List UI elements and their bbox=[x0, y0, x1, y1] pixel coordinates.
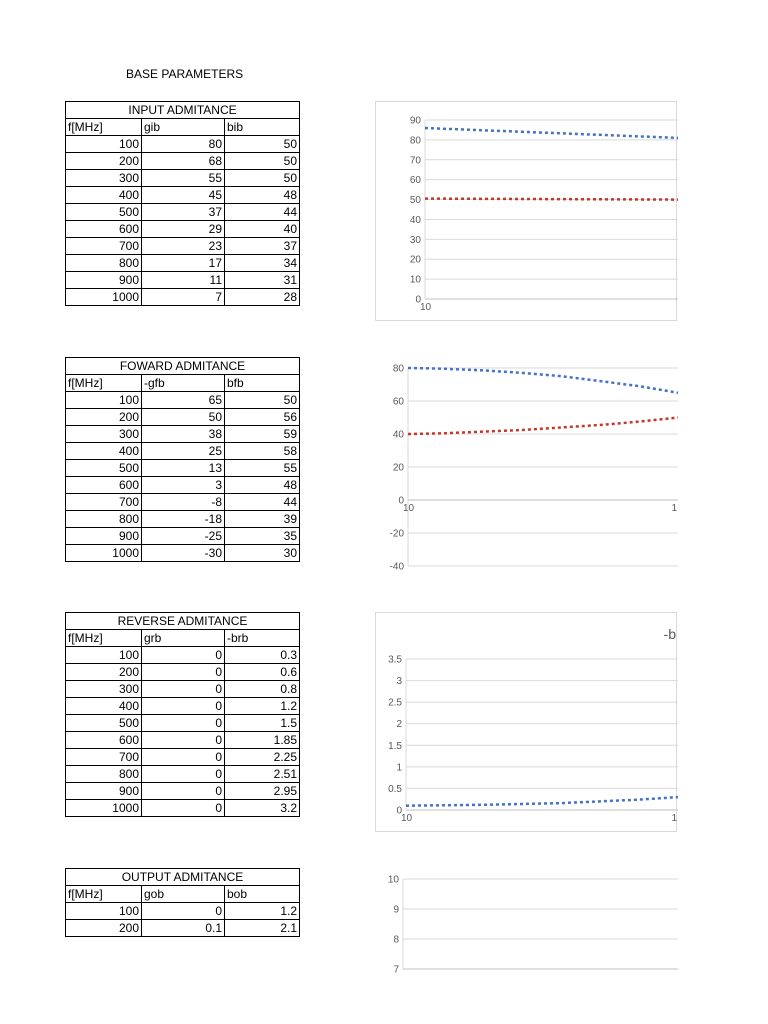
cell: 2.25 bbox=[225, 749, 300, 766]
cell: 800 bbox=[66, 766, 142, 783]
cell: 300 bbox=[66, 681, 142, 698]
cell: -25 bbox=[142, 528, 225, 545]
table-row bbox=[66, 392, 300, 409]
cell: 1000 bbox=[66, 289, 142, 306]
cell: 900 bbox=[66, 783, 142, 800]
cell: 200 bbox=[66, 664, 142, 681]
cell: 17 bbox=[142, 255, 225, 272]
y-tick-label: -40 bbox=[389, 561, 404, 573]
table-row bbox=[66, 545, 300, 562]
input-admitance-chart bbox=[375, 101, 677, 321]
table-title: INPUT ADMITANCE bbox=[66, 102, 300, 119]
y-tick-label: 2 bbox=[396, 719, 402, 731]
cell: 200 bbox=[66, 409, 142, 426]
cell: 2.1 bbox=[225, 920, 300, 937]
y-tick-label: 8 bbox=[393, 934, 399, 946]
cell: 100 bbox=[66, 903, 142, 920]
y-tick-label: 30 bbox=[409, 234, 421, 246]
reverse-admitance-table bbox=[65, 612, 300, 817]
y-tick-label: 1.5 bbox=[388, 740, 402, 752]
column-header: bob bbox=[225, 886, 300, 903]
cell: 37 bbox=[142, 204, 225, 221]
cell: -30 bbox=[142, 545, 225, 562]
cell: 23 bbox=[142, 238, 225, 255]
column-header: gib bbox=[142, 119, 225, 136]
cell: 37 bbox=[225, 238, 300, 255]
cell: 1.2 bbox=[225, 903, 300, 920]
cell: 600 bbox=[66, 221, 142, 238]
foward-admitance-table bbox=[65, 357, 300, 562]
cell: 0.1 bbox=[142, 920, 225, 937]
cell: 100 bbox=[66, 136, 142, 153]
cell: 200 bbox=[66, 920, 142, 937]
y-tick-label: 50 bbox=[409, 195, 421, 207]
cell: 59 bbox=[225, 426, 300, 443]
cell: 44 bbox=[225, 204, 300, 221]
cell: 50 bbox=[225, 170, 300, 187]
cell: 600 bbox=[66, 732, 142, 749]
table-row bbox=[66, 511, 300, 528]
table-row bbox=[66, 426, 300, 443]
foward-admitance-chart-svg bbox=[376, 358, 678, 578]
table-row bbox=[66, 255, 300, 272]
output-admitance-chart bbox=[375, 868, 677, 976]
cell: 800 bbox=[66, 511, 142, 528]
foward-admitance-chart bbox=[375, 357, 677, 577]
table-row bbox=[66, 409, 300, 426]
cell: 55 bbox=[142, 170, 225, 187]
column-header: f[MHz] bbox=[66, 886, 142, 903]
table-row bbox=[66, 903, 300, 920]
column-header: bfb bbox=[225, 375, 300, 392]
table-row bbox=[66, 732, 300, 749]
cell: 25 bbox=[142, 443, 225, 460]
cell: 50 bbox=[225, 136, 300, 153]
cell: 600 bbox=[66, 477, 142, 494]
y-tick-label: 9 bbox=[393, 904, 399, 916]
x-tick-label: 1 bbox=[671, 503, 677, 514]
cell: 0 bbox=[142, 766, 225, 783]
table-row bbox=[66, 749, 300, 766]
cell: 0 bbox=[142, 903, 225, 920]
series-line bbox=[408, 368, 678, 393]
x-tick-label: 10 bbox=[403, 503, 415, 514]
cell: -8 bbox=[142, 494, 225, 511]
page-heading: BASE PARAMETERS bbox=[126, 67, 244, 81]
cell: 28 bbox=[225, 289, 300, 306]
cell: 900 bbox=[66, 272, 142, 289]
series-line bbox=[408, 418, 678, 435]
cell: 38 bbox=[142, 426, 225, 443]
table-row bbox=[66, 528, 300, 545]
reverse-admitance-chart bbox=[375, 612, 677, 832]
x-tick-label: 10 bbox=[420, 302, 432, 313]
cell: 65 bbox=[142, 392, 225, 409]
column-header: -gfb bbox=[142, 375, 225, 392]
cell: 0.8 bbox=[225, 681, 300, 698]
cell: 300 bbox=[66, 426, 142, 443]
y-tick-label: 3.5 bbox=[388, 654, 402, 666]
cell: 0 bbox=[142, 647, 225, 664]
column-header: -brb bbox=[225, 630, 300, 647]
cell: 0 bbox=[142, 800, 225, 817]
y-tick-label: 10 bbox=[409, 274, 421, 286]
cell: 200 bbox=[66, 153, 142, 170]
cell: 11 bbox=[142, 272, 225, 289]
cell: 50 bbox=[142, 409, 225, 426]
table-row bbox=[66, 238, 300, 255]
cell: 0 bbox=[142, 732, 225, 749]
chart-title: -b bbox=[663, 626, 676, 642]
y-tick-label: 0 bbox=[398, 495, 404, 507]
y-tick-label: 0 bbox=[415, 294, 421, 306]
cell: 44 bbox=[225, 494, 300, 511]
cell: -18 bbox=[142, 511, 225, 528]
table-row bbox=[66, 136, 300, 153]
column-header: bib bbox=[225, 119, 300, 136]
cell: 300 bbox=[66, 170, 142, 187]
y-tick-label: 2.5 bbox=[388, 697, 402, 709]
output-admitance-chart-svg bbox=[376, 869, 678, 976]
cell: 3 bbox=[142, 477, 225, 494]
cell: 1.85 bbox=[225, 732, 300, 749]
cell: 0.3 bbox=[225, 647, 300, 664]
cell: 39 bbox=[225, 511, 300, 528]
table-row bbox=[66, 272, 300, 289]
cell: 0 bbox=[142, 715, 225, 732]
x-tick-label: 10 bbox=[401, 813, 413, 824]
table-row bbox=[66, 204, 300, 221]
table-row bbox=[66, 443, 300, 460]
table-row bbox=[66, 153, 300, 170]
y-tick-label: 90 bbox=[409, 115, 421, 127]
y-tick-label: 80 bbox=[392, 363, 404, 375]
cell: 400 bbox=[66, 698, 142, 715]
cell: 700 bbox=[66, 749, 142, 766]
cell: 0 bbox=[142, 698, 225, 715]
y-tick-label: 0.5 bbox=[388, 783, 402, 795]
cell: 34 bbox=[225, 255, 300, 272]
cell: 400 bbox=[66, 443, 142, 460]
table-row bbox=[66, 477, 300, 494]
y-tick-label: 20 bbox=[409, 254, 421, 266]
y-tick-label: 80 bbox=[409, 135, 421, 147]
cell: 50 bbox=[225, 153, 300, 170]
cell: 1.5 bbox=[225, 715, 300, 732]
cell: 45 bbox=[142, 187, 225, 204]
cell: 700 bbox=[66, 238, 142, 255]
table-row bbox=[66, 766, 300, 783]
input-admitance-table bbox=[65, 101, 300, 306]
output-admitance-table bbox=[65, 868, 300, 937]
x-tick-label: 1 bbox=[671, 813, 677, 824]
cell: 0 bbox=[142, 783, 225, 800]
table-row bbox=[66, 460, 300, 477]
cell: 48 bbox=[225, 477, 300, 494]
cell: 40 bbox=[225, 221, 300, 238]
y-tick-label: 20 bbox=[392, 462, 404, 474]
series-line bbox=[406, 797, 678, 806]
cell: 50 bbox=[225, 392, 300, 409]
cell: 55 bbox=[225, 460, 300, 477]
table-row bbox=[66, 494, 300, 511]
cell: 800 bbox=[66, 255, 142, 272]
cell: 30 bbox=[225, 545, 300, 562]
series-line bbox=[425, 128, 678, 138]
cell: 0 bbox=[142, 681, 225, 698]
cell: 500 bbox=[66, 460, 142, 477]
y-tick-label: 40 bbox=[392, 429, 404, 441]
column-header: f[MHz] bbox=[66, 630, 142, 647]
cell: 100 bbox=[66, 647, 142, 664]
table-row bbox=[66, 920, 300, 937]
table-row bbox=[66, 187, 300, 204]
y-tick-label: 60 bbox=[409, 175, 421, 187]
cell: 0.6 bbox=[225, 664, 300, 681]
y-tick-label: 60 bbox=[392, 396, 404, 408]
cell: 56 bbox=[225, 409, 300, 426]
table-title: OUTPUT ADMITANCE bbox=[66, 869, 300, 886]
column-header: grb bbox=[142, 630, 225, 647]
column-header: gob bbox=[142, 886, 225, 903]
reverse-admitance-chart-svg bbox=[376, 613, 678, 833]
cell: 1000 bbox=[66, 545, 142, 562]
cell: 13 bbox=[142, 460, 225, 477]
table-row bbox=[66, 221, 300, 238]
table-row bbox=[66, 170, 300, 187]
cell: 500 bbox=[66, 204, 142, 221]
table-row bbox=[66, 647, 300, 664]
cell: 500 bbox=[66, 715, 142, 732]
table-row bbox=[66, 681, 300, 698]
cell: 58 bbox=[225, 443, 300, 460]
cell: 1000 bbox=[66, 800, 142, 817]
table-row bbox=[66, 783, 300, 800]
input-admitance-chart-svg bbox=[376, 102, 678, 322]
table-row bbox=[66, 800, 300, 817]
table-row bbox=[66, 289, 300, 306]
cell: 1.2 bbox=[225, 698, 300, 715]
table-row bbox=[66, 715, 300, 732]
cell: 68 bbox=[142, 153, 225, 170]
column-header: f[MHz] bbox=[66, 375, 142, 392]
y-tick-label: 7 bbox=[393, 964, 399, 976]
table-row bbox=[66, 698, 300, 715]
column-header: f[MHz] bbox=[66, 119, 142, 136]
y-tick-label: 0 bbox=[396, 805, 402, 817]
y-tick-label: 3 bbox=[396, 676, 402, 688]
cell: 100 bbox=[66, 392, 142, 409]
cell: 0 bbox=[142, 664, 225, 681]
cell: 31 bbox=[225, 272, 300, 289]
cell: 3.2 bbox=[225, 800, 300, 817]
cell: 29 bbox=[142, 221, 225, 238]
y-tick-label: 1 bbox=[396, 762, 402, 774]
y-tick-label: -20 bbox=[389, 528, 404, 540]
cell: 2.51 bbox=[225, 766, 300, 783]
cell: 700 bbox=[66, 494, 142, 511]
cell: 80 bbox=[142, 136, 225, 153]
cell: 2.95 bbox=[225, 783, 300, 800]
cell: 900 bbox=[66, 528, 142, 545]
y-tick-label: 10 bbox=[387, 874, 399, 886]
cell: 0 bbox=[142, 749, 225, 766]
cell: 35 bbox=[225, 528, 300, 545]
table-title: FOWARD ADMITANCE bbox=[66, 358, 300, 375]
cell: 400 bbox=[66, 187, 142, 204]
y-tick-label: 70 bbox=[409, 155, 421, 167]
cell: 7 bbox=[142, 289, 225, 306]
y-tick-label: 40 bbox=[409, 214, 421, 226]
table-title: REVERSE ADMITANCE bbox=[66, 613, 300, 630]
table-row bbox=[66, 664, 300, 681]
cell: 48 bbox=[225, 187, 300, 204]
